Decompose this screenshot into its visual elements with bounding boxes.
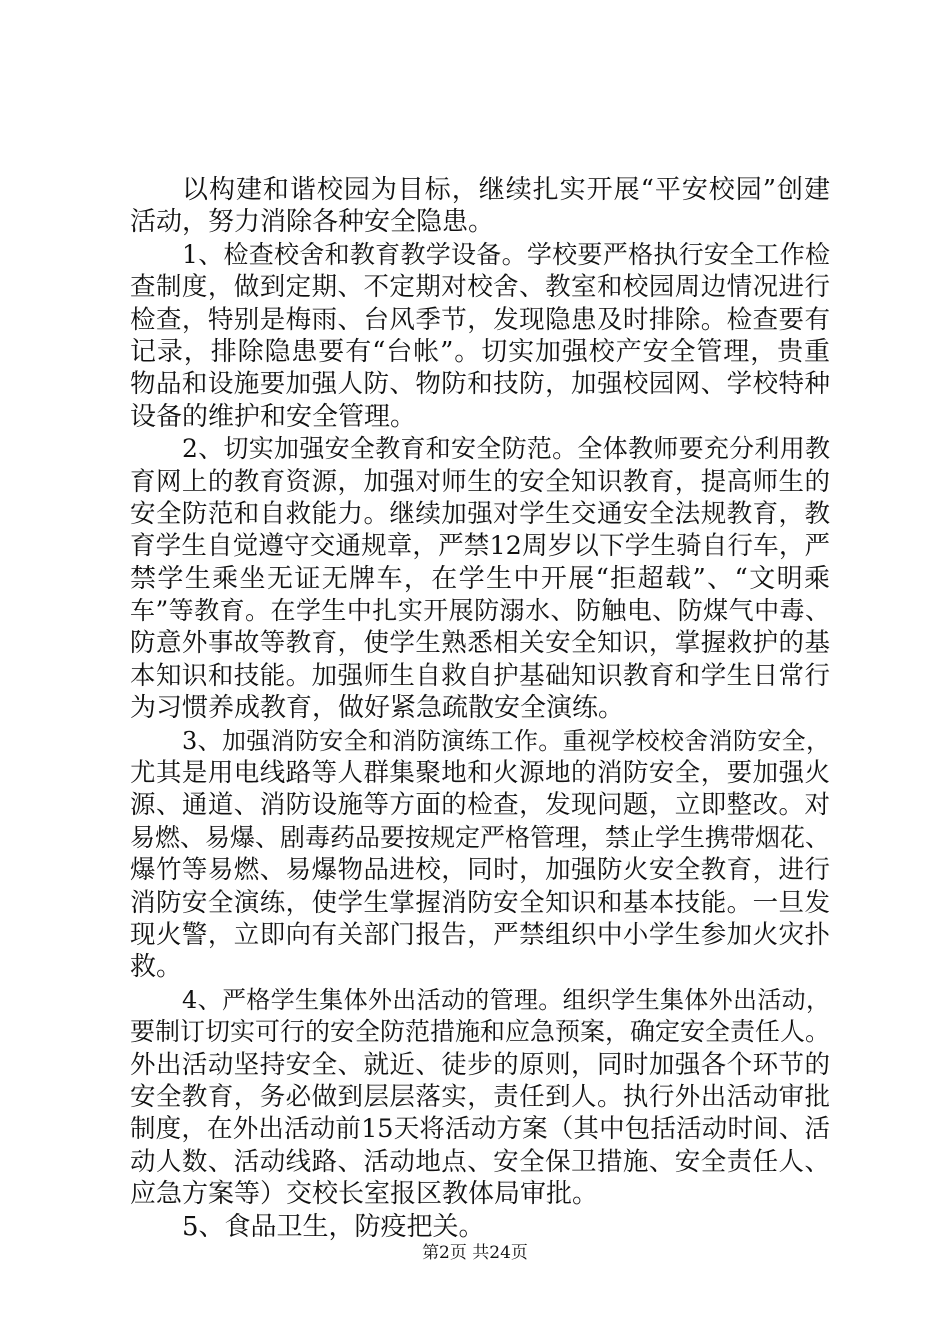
text-line: 物品和设施要加强人防、物防和技防，加强校园网、学校特种 <box>130 369 830 400</box>
text-line: 源、通道、消防设施等方面的检查，发现问题，立即整改。对 <box>130 790 830 821</box>
text-line: 4、严格学生集体外出活动的管理。组织学生集体外出活动， <box>182 985 830 1014</box>
text-line: 车”等教育。在学生中扎实开展防溺水、防触电、防煤气中毒、 <box>130 596 830 626</box>
text-line: 以构建和谐校园为目标，继续扎实开展“平安校园”创建 <box>182 175 830 205</box>
paragraph-item-5 <box>130 1211 830 1243</box>
paragraph-item-2 <box>130 433 830 725</box>
text-line: 应急方案等）交校长室报区教体局审批。 <box>130 1179 599 1210</box>
text-line: 5、食品卫生，防疫把关。 <box>182 1211 485 1242</box>
text-line: 外出活动坚持安全、就近、徒步的原则，同时加强各个环节的 <box>130 1049 830 1080</box>
text-line: 易燃、易爆、剧毒药品要按规定严格管理，禁止学生携带烟花、 <box>130 822 831 852</box>
text-line: 检查，特别是梅雨、台风季节，发现隐患及时排除。检查要有 <box>130 304 830 335</box>
text-line: 2、切实加强安全教育和安全防范。全体教师要充分利用教 <box>182 434 830 464</box>
text-line: 现火警，立即向有关部门报告，严禁组织中小学生参加火灾扑 <box>130 919 830 950</box>
text-line: 设备的维护和安全管理。 <box>130 401 417 432</box>
text-line: 尤其是用电线路等人群集聚地和火源地的消防安全，要加强火 <box>130 758 830 789</box>
paragraph-intro <box>130 174 830 239</box>
paragraph-item-3 <box>130 725 830 984</box>
text-line: 为习惯养成教育，做好紧急疏散安全演练。 <box>130 693 625 724</box>
text-line: 育网上的教育资源，加强对师生的安全知识教育，提高师生的 <box>130 466 830 497</box>
text-line: 防意外事故等教育，使学生熟悉相关安全知识，掌握救护的基 <box>130 628 830 659</box>
text-line: 禁学生乘坐无证无牌车，在学生中开展“拒超载”、“文明乘 <box>130 563 830 594</box>
text-line: 3、加强消防安全和消防演练工作。重视学校校舍消防安全， <box>182 726 830 755</box>
text-line: 记录，排除隐患要有“台帐”。切实加强校产安全管理，贵重 <box>130 336 830 367</box>
document-body <box>130 174 830 1243</box>
text-line: 动人数、活动线路、活动地点、安全保卫措施、安全责任人、 <box>130 1146 830 1177</box>
text-line: 查制度，做到定期、不定期对校舍、教室和校园周边情况进行 <box>130 272 830 303</box>
paragraph-item-4 <box>130 984 830 1211</box>
text-line: 安全教育，务必做到层层落实，责任到人。执行外出活动审批 <box>130 1081 830 1112</box>
text-line: 制度，在外出活动前15天将活动方案（其中包括活动时间、活 <box>130 1114 830 1145</box>
page-number-footer: 第2页 共24页 <box>422 1243 528 1263</box>
text-line: 育学生自觉遵守交通规章，严禁12周岁以下学生骑自行车，严 <box>130 531 830 562</box>
text-line: 活动，努力消除各种安全隐患。 <box>130 207 495 238</box>
text-line: 爆竹等易燃、易爆物品进校，同时，加强防火安全教育，进行 <box>130 855 830 886</box>
text-line: 要制订切实可行的安全防范措施和应急预案，确定安全责任人。 <box>130 1017 831 1047</box>
text-line: 救。 <box>130 952 183 983</box>
text-line: 1、检查校舍和教育教学设备。学校要严格执行安全工作检 <box>182 239 830 269</box>
text-line: 本知识和技能。加强师生自救自护基础知识教育和学生日常行 <box>130 660 830 691</box>
text-line: 安全防范和自救能力。继续加强对学生交通安全法规教育，教 <box>130 498 830 529</box>
text-line: 消防安全演练，使学生掌握消防安全知识和基本技能。一旦发 <box>130 887 830 918</box>
paragraph-item-1 <box>130 239 830 433</box>
